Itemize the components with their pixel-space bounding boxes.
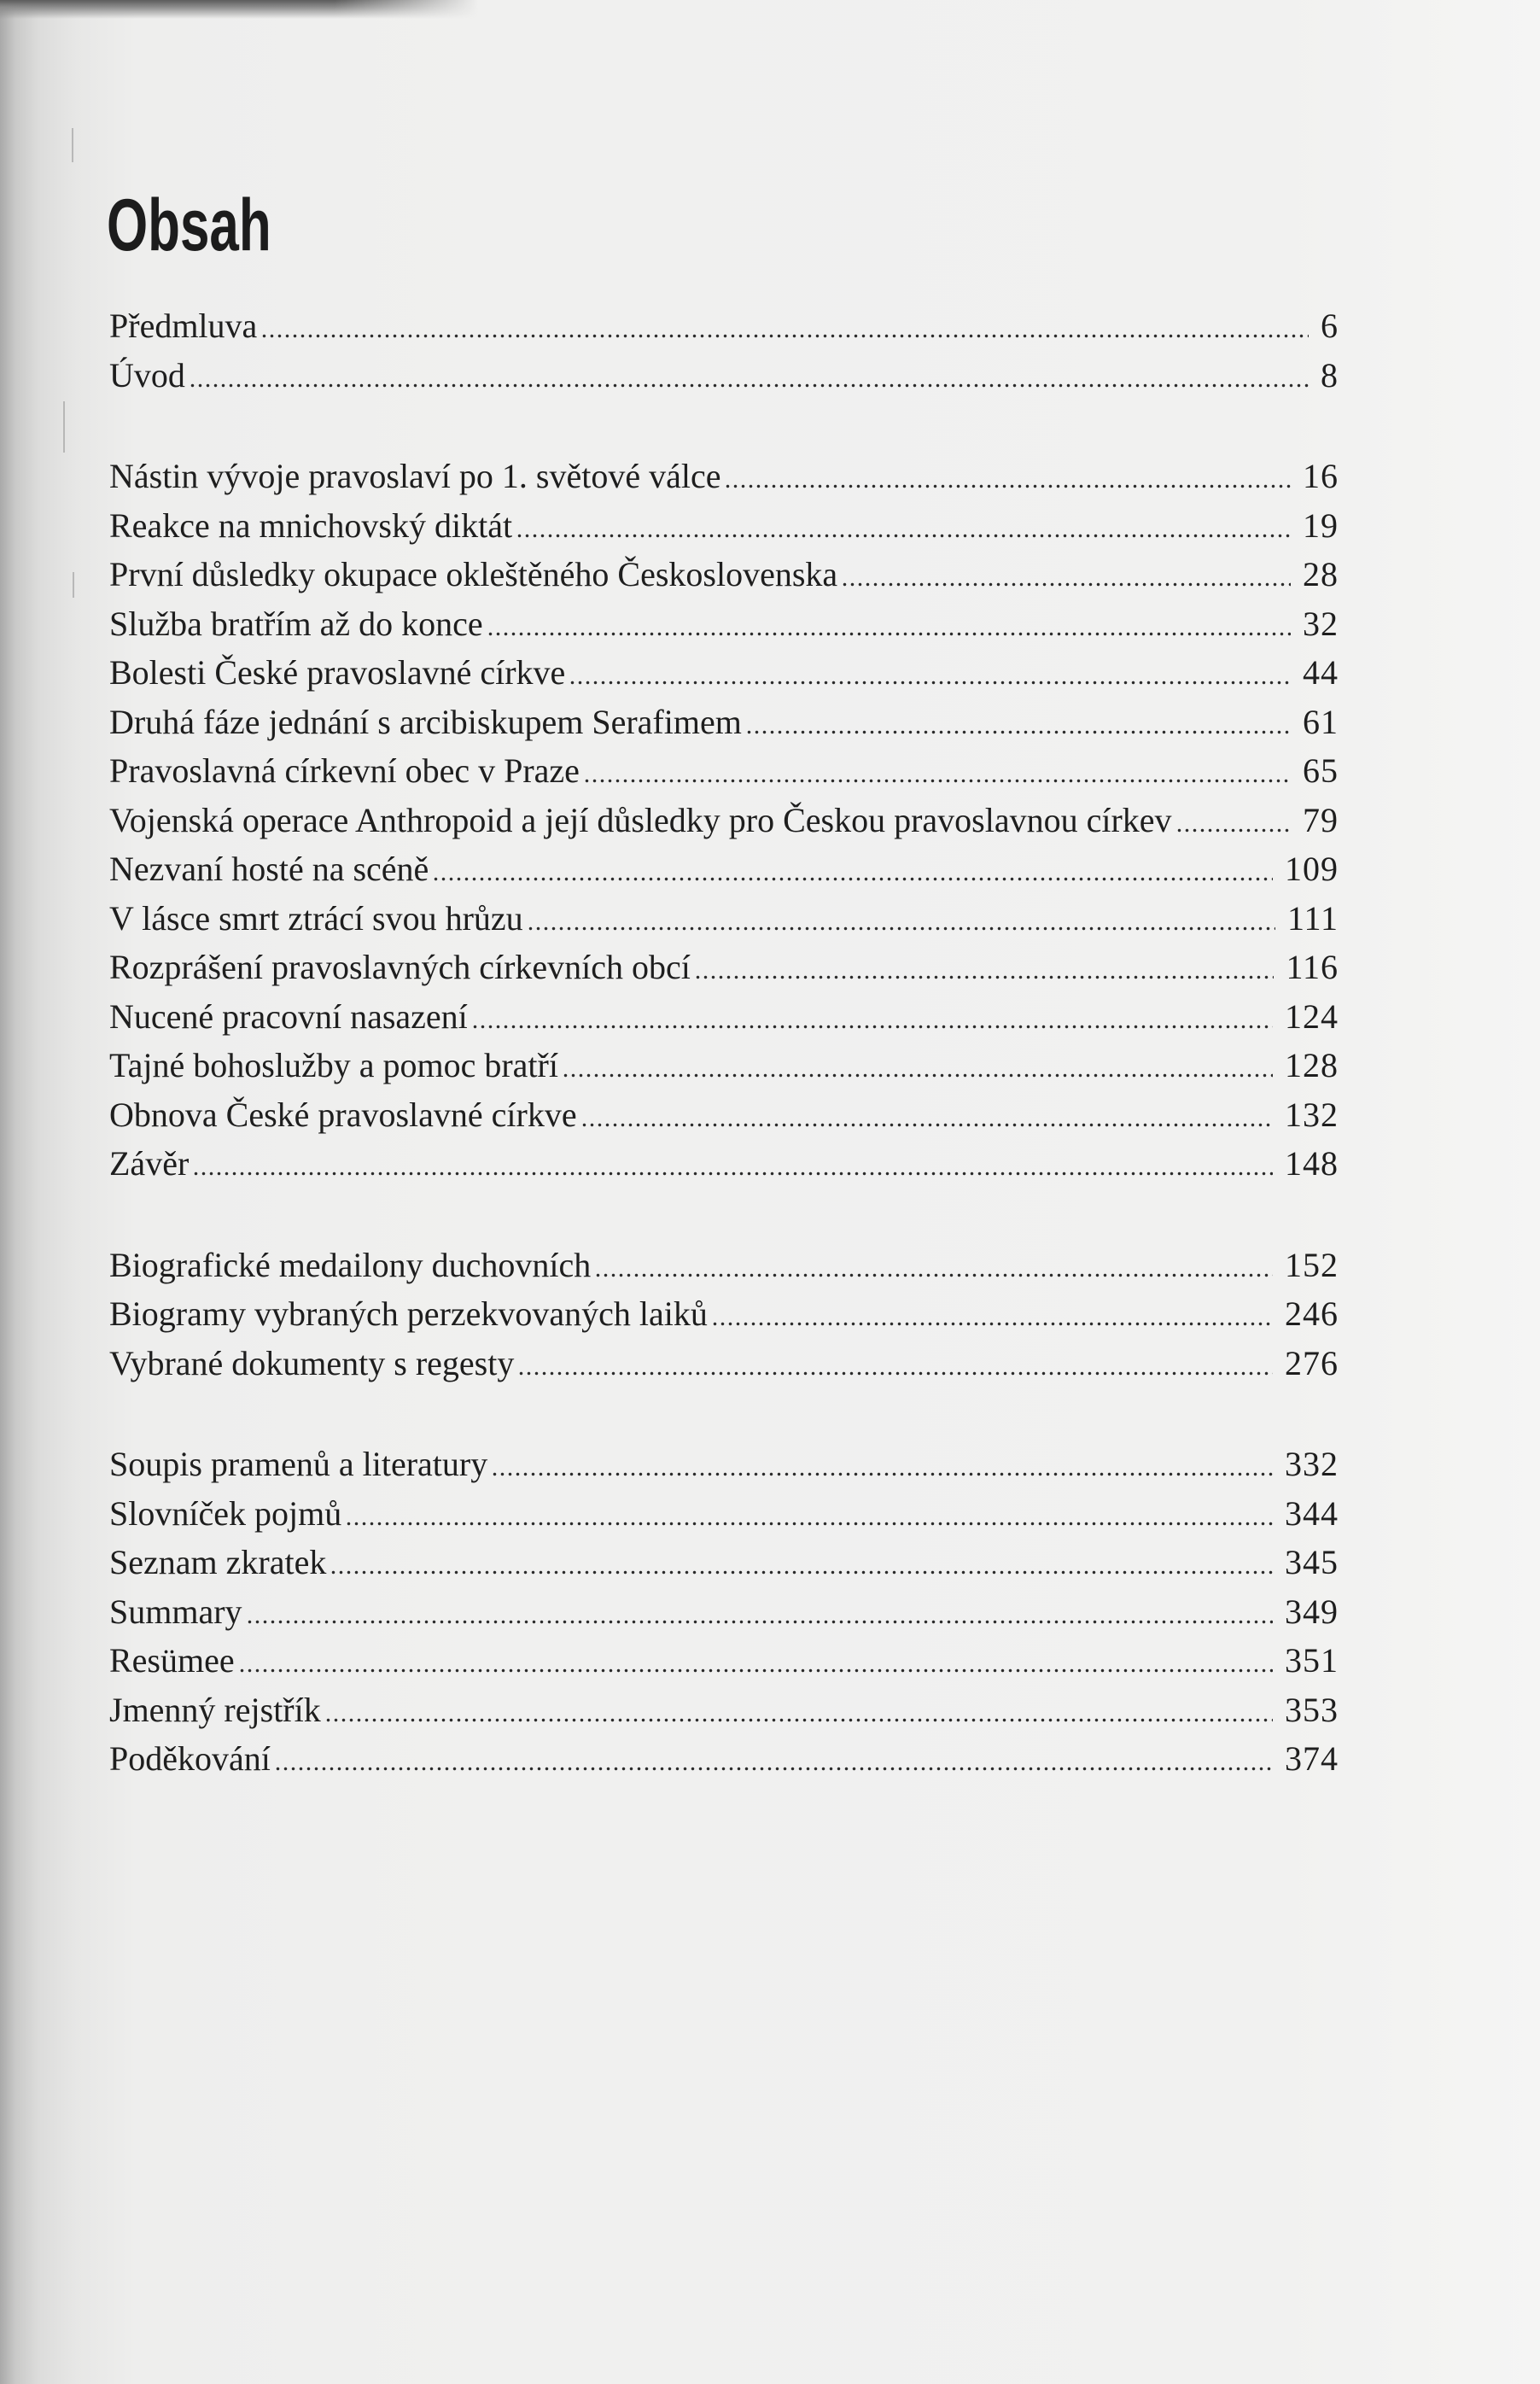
toc-entry — [109, 301, 1339, 351]
toc-entry-title: Seznam zkratek — [109, 1543, 327, 1581]
toc-entry-page: 345 — [1285, 1543, 1339, 1581]
toc-entry-page: 19 — [1303, 505, 1339, 545]
dot-leader — [583, 746, 1291, 796]
toc-entry-page: 109 — [1285, 850, 1339, 888]
dot-leader — [192, 1139, 1273, 1189]
dot-leader — [724, 452, 1291, 501]
toc-entry-page: 353 — [1285, 1690, 1339, 1729]
toc-entry-page: 61 — [1303, 702, 1339, 741]
dot-leader — [491, 1440, 1273, 1489]
toc-entry-page: 132 — [1285, 1095, 1339, 1134]
toc-entry-title: Nástin vývoje pravoslaví po 1. světové válce — [109, 457, 721, 495]
table-of-contents — [109, 301, 1339, 1784]
dot-leader — [260, 301, 1309, 351]
toc-entry-page: 116 — [1286, 948, 1339, 986]
toc-entry-title: Závěr — [109, 1144, 190, 1183]
toc-section-appendices — [109, 1241, 1339, 1388]
toc-entry-page: 6 — [1321, 307, 1339, 345]
toc-entry-page: 349 — [1285, 1592, 1339, 1631]
toc-entry — [109, 1440, 1339, 1489]
toc-entry-title: Úvod — [109, 355, 185, 394]
toc-entry — [109, 796, 1339, 845]
dot-leader — [841, 550, 1291, 599]
toc-entry-page: 246 — [1285, 1294, 1339, 1333]
toc-entry — [109, 1489, 1339, 1539]
toc-entry-title: Soupis pramenů a literatury — [109, 1445, 488, 1483]
toc-entry-title: Nucené pracovní nasazení — [109, 996, 468, 1036]
dot-leader — [345, 1489, 1273, 1539]
toc-entry — [109, 1538, 1339, 1587]
toc-entry-title: Pravoslavná církevní obec v Praze — [109, 751, 580, 790]
dot-leader — [745, 698, 1291, 747]
dot-leader — [562, 1041, 1273, 1090]
dot-leader — [274, 1734, 1273, 1784]
toc-entry — [109, 943, 1339, 992]
binding-mark — [73, 572, 74, 598]
binding-mark — [63, 401, 65, 453]
toc-entry-title: Poděkování — [109, 1739, 271, 1778]
top-edge-shadow — [0, 0, 478, 19]
toc-entry-title: Jmenný rejstřík — [109, 1690, 321, 1729]
dot-leader — [330, 1538, 1273, 1587]
toc-entry-title: Druhá fáze jednání s arcibiskupem Serafimem — [109, 702, 742, 741]
toc-entry-page: 152 — [1285, 1245, 1339, 1284]
toc-section-back-matter — [109, 1440, 1339, 1784]
toc-entry-page: 344 — [1285, 1493, 1339, 1533]
toc-entry-page: 32 — [1303, 604, 1339, 643]
toc-entry — [109, 1289, 1339, 1339]
toc-entry — [109, 501, 1339, 551]
toc-entry — [109, 1041, 1339, 1090]
dot-leader — [594, 1241, 1273, 1290]
toc-entry-page: 128 — [1285, 1046, 1339, 1084]
toc-entry-title: Předmluva — [109, 307, 258, 345]
dot-leader — [569, 648, 1291, 698]
toc-entry — [109, 1339, 1339, 1388]
toc-entry-page: 111 — [1286, 898, 1339, 938]
toc-entry-page: 44 — [1303, 653, 1339, 692]
toc-entry — [109, 894, 1339, 944]
toc-entry-title: Biografické medailony duchovních — [109, 1245, 592, 1284]
toc-entry-title: Vojenská operace Anthropoid a její důsledky pro Českou pravoslavnou církev — [109, 800, 1172, 839]
toc-entry-page: 148 — [1285, 1144, 1339, 1183]
toc-entry-title: V lásce smrt ztrácí svou hrůzu — [109, 898, 523, 938]
dot-leader — [471, 992, 1273, 1042]
toc-entry-page: 276 — [1285, 1343, 1339, 1382]
toc-entry-title: Biogramy vybraných perzekvovaných laiků — [109, 1294, 708, 1333]
toc-entry — [109, 1587, 1339, 1637]
toc-entry-page: 332 — [1285, 1445, 1339, 1483]
toc-entry-page: 79 — [1303, 800, 1339, 839]
dot-leader — [517, 1339, 1273, 1388]
dot-leader — [580, 1090, 1273, 1140]
toc-entry — [109, 550, 1339, 599]
toc-entry — [109, 844, 1339, 894]
toc-entry-page: 374 — [1285, 1739, 1339, 1778]
toc-entry — [109, 992, 1339, 1042]
dot-leader — [694, 943, 1275, 992]
toc-entry — [109, 1139, 1339, 1189]
toc-entry — [109, 1686, 1339, 1735]
dot-leader — [238, 1636, 1273, 1686]
dot-leader — [487, 599, 1291, 649]
dot-leader — [711, 1289, 1273, 1339]
toc-entry — [109, 1241, 1339, 1290]
toc-entry — [109, 1636, 1339, 1686]
toc-entry-title: První důsledky okupace okleštěného Československa — [109, 555, 838, 593]
toc-section-front-matter — [109, 301, 1339, 400]
toc-entry — [109, 1734, 1339, 1784]
dot-leader — [189, 351, 1309, 400]
toc-entry-page: 124 — [1285, 996, 1339, 1036]
toc-entry — [109, 1090, 1339, 1140]
toc-entry-title: Reakce na mnichovský diktát — [109, 505, 513, 545]
toc-entry-page: 8 — [1321, 355, 1339, 394]
dot-leader — [516, 501, 1291, 551]
toc-entry-title: Tajné bohoslužby a pomoc bratří — [109, 1046, 558, 1084]
dot-leader — [1175, 796, 1291, 845]
toc-entry-title: Obnova České pravoslavné církve — [109, 1095, 577, 1134]
toc-entry — [109, 351, 1339, 400]
toc-entry — [109, 599, 1339, 649]
toc-entry-title: Vybrané dokumenty s regesty — [109, 1343, 515, 1382]
toc-entry-title: Slovníček pojmů — [109, 1493, 342, 1533]
toc-entry-page: 16 — [1303, 457, 1339, 495]
toc-entry-title: Rozprášení pravoslavných církevních obcí — [109, 948, 691, 986]
toc-entry — [109, 746, 1339, 796]
toc-entry — [109, 698, 1339, 747]
toc-entry — [109, 648, 1339, 698]
page-title: Obsah — [107, 184, 271, 266]
binding-mark — [72, 128, 73, 162]
toc-entry-title: Resümee — [109, 1641, 235, 1680]
toc-entry-title: Summary — [109, 1592, 242, 1631]
toc-entry-page: 28 — [1303, 555, 1339, 593]
toc-entry-title: Bolesti České pravoslavné církve — [109, 653, 566, 692]
dot-leader — [324, 1686, 1273, 1735]
dot-leader — [246, 1587, 1273, 1637]
toc-entry-page: 351 — [1285, 1641, 1339, 1680]
toc-entry — [109, 452, 1339, 501]
toc-entry-title: Nezvaní hosté na scéně — [109, 850, 429, 888]
toc-entry-page: 65 — [1303, 751, 1339, 790]
toc-section-chapters — [109, 452, 1339, 1189]
dot-leader — [432, 844, 1273, 894]
dot-leader — [527, 894, 1275, 944]
toc-entry-title: Služba bratřím až do konce — [109, 604, 483, 643]
